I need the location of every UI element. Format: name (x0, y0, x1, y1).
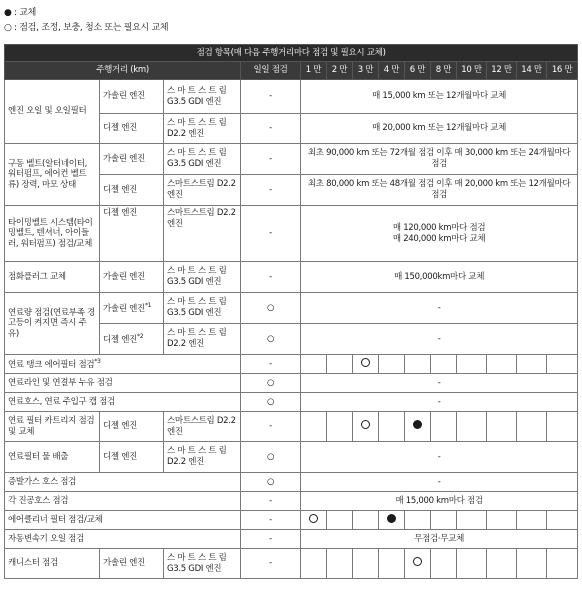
daily-check: - (241, 114, 301, 144)
maintenance-table (4, 44, 578, 579)
replace-mark-icon (387, 514, 396, 523)
interval-mark (431, 549, 457, 579)
engine-name: 스마트스트림 D2.2 엔진 (164, 412, 241, 442)
daily-check: ○ (241, 473, 301, 492)
table-row (5, 144, 578, 175)
interval-span: 최초 90,000 km 또는 72개월 점검 이후 매 30,000 km 또는 24개월마다 점검 (301, 144, 578, 175)
hollow-circle-icon: ○ (4, 23, 12, 33)
fuel-type: 디젤 엔진 (100, 175, 164, 206)
interval-mark (457, 355, 487, 374)
interval-mark (301, 549, 327, 579)
table-row (5, 206, 578, 262)
interval-header: 4 만 (379, 62, 405, 80)
table-row (5, 549, 578, 579)
table-row (5, 492, 578, 511)
item-label: 증발가스 호스 점검 (5, 473, 241, 492)
daily-check: ○ (241, 442, 301, 473)
interval-header: 1 만 (301, 62, 327, 80)
inspect-mark-icon (361, 420, 370, 429)
table-row (5, 442, 578, 473)
table-row (5, 473, 578, 492)
interval-span: 매 15,000 km마다 점검 (301, 492, 578, 511)
interval-span-replace: 매 240,000 km마다 교체 (392, 233, 486, 244)
interval-span: - (301, 293, 578, 324)
daily-header: 일일 점검 (241, 62, 301, 80)
engine-name: 스마트스트림 D2.2 엔진 (164, 175, 241, 206)
daily-check: - (241, 144, 301, 175)
interval-header: 14 만 (517, 62, 547, 80)
item-label: 에어클리너 필터 점검/교체 (5, 511, 241, 530)
item-label: 연료라인 및 연결부 누유 점검 (5, 374, 241, 393)
interval-span-inspect: 매 120,000 km마다 점검 (392, 222, 486, 233)
interval-mark (457, 412, 487, 442)
fuel-type: 가솔린 엔진 (100, 80, 164, 114)
daily-check: - (241, 530, 301, 549)
inspect-mark-icon (413, 557, 422, 566)
interval-mark (353, 511, 379, 530)
daily-check: - (241, 262, 301, 293)
footnote-mark: *3 (94, 357, 101, 365)
inspect-mark-icon (361, 358, 370, 367)
interval-mark (379, 511, 405, 530)
fuel-type: 디젤 엔진 (100, 412, 164, 442)
fuel-type: 디젤 엔진 (100, 114, 164, 144)
daily-check: ○ (241, 374, 301, 393)
fuel-type: 가솔린 엔진$^{*1}$ (100, 293, 164, 324)
item-label: 구동 벨트(알터네이터, 워터펌프, 에어컨 벨트류) 장력, 마모 상태 (5, 144, 100, 206)
interval-mark (327, 549, 353, 579)
interval-span: 무점검·무교체 (301, 530, 578, 549)
footnote-mark: *2 (137, 332, 144, 340)
item-label: 엔진 오일 및 오일필터 (5, 80, 100, 144)
item-label: 각 진공호스 점검 (5, 492, 241, 511)
interval-span: - (301, 473, 578, 492)
interval-mark (487, 355, 517, 374)
engine-name: 스 마 트 스 트 림 G3.5 GDI 엔진 (164, 293, 241, 324)
interval-mark (353, 412, 379, 442)
daily-check: ○ (241, 324, 301, 355)
table-row (5, 511, 578, 530)
engine-name: 스 마 트 스 트 림 D2.2 엔진 (164, 442, 241, 473)
interval-mark (327, 511, 353, 530)
fuel-type: 디젤 엔진 (100, 442, 164, 473)
interval-header: 6 만 (405, 62, 431, 80)
daily-check: - (241, 355, 301, 374)
daily-check: - (241, 175, 301, 206)
daily-check: - (241, 549, 301, 579)
interval-header: 3 만 (353, 62, 379, 80)
interval-mark (405, 412, 431, 442)
interval-span: 최초 80,000 km 또는 48개월 점검 이후 매 20,000 km 또는 12개월마다 점검 (301, 175, 578, 206)
interval-mark (327, 355, 353, 374)
interval-header: 16 만 (547, 62, 578, 80)
item-label: 연료호스, 연료 주입구 캡 점검 (5, 393, 241, 412)
legend-inspect: ○ : 점검, 조정, 보충, 청소 또는 필요시 교체 (4, 21, 168, 36)
interval-header: 12 만 (487, 62, 517, 80)
interval-mark (547, 511, 578, 530)
engine-name: 스 마 트 스 트 림 G3.5 GDI 엔진 (164, 262, 241, 293)
item-label: 자동변속기 오일 점검 (5, 530, 241, 549)
fuel-type: 디젤 엔진$^{*2}$ (100, 324, 164, 355)
fuel-type: 가솔린 엔진 (100, 262, 164, 293)
daily-check: - (241, 80, 301, 114)
fuel-type: 디젤 엔진 (100, 206, 164, 262)
interval-header: 8 만 (431, 62, 457, 80)
engine-name: 스 마 트 스 트 림 D2.2 엔진 (164, 324, 241, 355)
interval-header: 2 만 (327, 62, 353, 80)
daily-check: - (241, 492, 301, 511)
interval-mark (431, 511, 457, 530)
table-row (5, 374, 578, 393)
interval-span: - (301, 324, 578, 355)
interval-span: - (301, 374, 578, 393)
table-row (5, 262, 578, 293)
table-row (5, 355, 578, 374)
replace-mark-icon (413, 420, 422, 429)
daily-check: - (241, 412, 301, 442)
item-label: 연료량 점검(연료부족 경고등이 켜지면 즉시 주유) (5, 293, 100, 355)
interval-mark (517, 412, 547, 442)
interval-mark (353, 355, 379, 374)
interval-mark (517, 355, 547, 374)
interval-mark (301, 412, 327, 442)
fuel-type: 가솔린 엔진 (100, 144, 164, 175)
interval-mark (379, 549, 405, 579)
interval-mark (487, 511, 517, 530)
mileage-header: 주행거리 (km) (5, 62, 241, 80)
table-row (5, 412, 578, 442)
interval-mark (517, 511, 547, 530)
interval-mark (431, 355, 457, 374)
legend (4, 6, 168, 36)
filled-circle-icon: ● (4, 8, 12, 18)
daily-check: - (241, 206, 301, 262)
interval-span: - (301, 442, 578, 473)
interval-mark (547, 412, 578, 442)
interval-mark (301, 355, 327, 374)
engine-name: 스 마 트 스 트 림 G3.5 GDI 엔진 (164, 549, 241, 579)
engine-name: 스 마 트 스 트 림 G3.5 GDI 엔진 (164, 80, 241, 114)
interval-mark (457, 511, 487, 530)
item-label: 연료필터 물 배출 (5, 442, 100, 473)
table-row (5, 293, 578, 324)
interval-mark (487, 412, 517, 442)
interval-header: 10 만 (457, 62, 487, 80)
interval-mark (405, 511, 431, 530)
interval-span: 매 15,000 km 또는 12개월마다 교체 (301, 80, 578, 114)
item-label: 타이밍벨트 시스템(타이밍벨트, 텐셔너, 아이들러, 워터펌프) 점검/교체 (5, 206, 100, 262)
item-label: 캐니스터 점검 (5, 549, 100, 579)
interval-mark (405, 549, 431, 579)
item-label: 연료 필터 카트리지 점검 및 교체 (5, 412, 100, 442)
interval-mark (487, 549, 517, 579)
interval-mark (379, 412, 405, 442)
item-label: 점화플러그 교체 (5, 262, 100, 293)
engine-name: 스 마 트 스 트 림 G3.5 GDI 엔진 (164, 144, 241, 175)
interval-mark (327, 412, 353, 442)
engine-name: 스마트스트림 D2.2 엔진 (164, 206, 241, 262)
item-label: 연료 탱크 에어필터 점검$^{*3}$ (5, 355, 241, 374)
table-row (5, 80, 578, 114)
interval-span: - (301, 393, 578, 412)
interval-mark (431, 412, 457, 442)
interval-mark (353, 549, 379, 579)
engine-name: 스 마 트 스 트 림 D2.2 엔진 (164, 114, 241, 144)
interval-mark (301, 511, 327, 530)
daily-check: - (241, 511, 301, 530)
interval-span: 매 150,000km마다 교체 (301, 262, 578, 293)
interval-mark (379, 355, 405, 374)
interval-span (301, 206, 578, 262)
footnote-mark: *1 (144, 301, 152, 309)
table-title: 점검 항목(매 다음 주행거리마다 점검 및 필요시 교체) (5, 45, 578, 62)
inspect-mark-icon (309, 514, 318, 523)
interval-mark (405, 355, 431, 374)
daily-check: ○ (241, 393, 301, 412)
table-row (5, 393, 578, 412)
interval-mark (547, 549, 578, 579)
interval-mark (457, 549, 487, 579)
interval-span: 매 20,000 km 또는 12개월마다 교체 (301, 114, 578, 144)
interval-mark (517, 549, 547, 579)
interval-mark (547, 355, 578, 374)
fuel-type: 가솔린 엔진 (100, 549, 164, 579)
table-row (5, 530, 578, 549)
legend-replace: ● : 교체 (4, 6, 168, 21)
daily-check: ○ (241, 293, 301, 324)
